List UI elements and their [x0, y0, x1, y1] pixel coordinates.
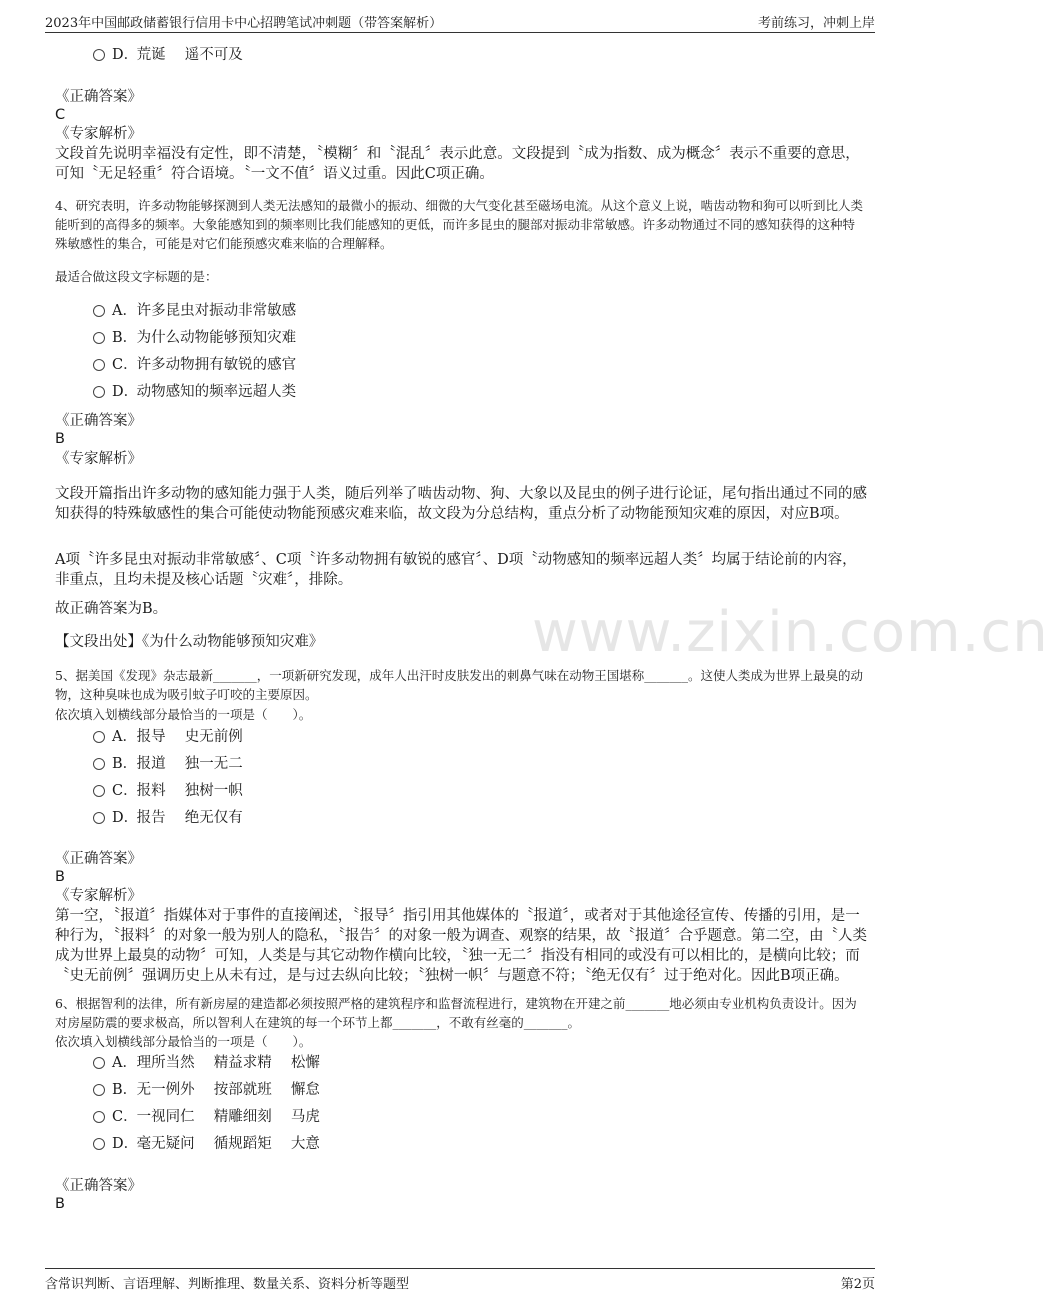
- analysis-text: 文段开篇指出许多动物的感知能力强于人类，随后列举了啮齿动物、狗、大象以及昆虫的例子进行论证，尾句指出通过不同的感知获得的特殊敏感性的集合可能使动物能预感灾难来临，故文段为分总结构，重点分析了动物能预知灾难的原因，对应B项。: [55, 486, 867, 522]
- option-key: C．: [112, 357, 138, 373]
- radio-icon[interactable]: [93, 758, 105, 770]
- option-d[interactable]: [93, 44, 243, 66]
- radio-icon[interactable]: [93, 1057, 105, 1069]
- option-key: B．: [112, 330, 138, 346]
- option-text: 报导 史无前例: [136, 729, 243, 745]
- option-text: 报告 绝无仅有: [136, 810, 243, 826]
- answer-label: 《正确答案》: [55, 413, 142, 429]
- watermark: www.zixin.com.cn: [532, 600, 1049, 665]
- option-text: 许多动物拥有敏锐的感官: [136, 357, 297, 373]
- option-a[interactable]: [93, 1052, 320, 1074]
- option-d[interactable]: [93, 381, 296, 403]
- correct-answer: C: [55, 107, 66, 123]
- radio-icon[interactable]: [93, 305, 105, 317]
- radio-icon[interactable]: [93, 386, 105, 398]
- analysis-label: 《专家解析》: [55, 126, 142, 142]
- option-key: D．: [112, 384, 139, 400]
- option-key: D．: [112, 47, 139, 63]
- radio-icon[interactable]: [93, 1084, 105, 1096]
- radio-icon[interactable]: [93, 359, 105, 371]
- analysis-text: A项〝许多昆虫对振动非常敏感〞、C项〝许多动物拥有敏锐的感官〞、D项〝动物感知的频率远超人类〞均属于结论前的内容，非重点，且均未提及核心话题〝灾难〞，排除。: [55, 552, 857, 588]
- option-d[interactable]: [93, 1133, 320, 1155]
- option-c[interactable]: [93, 780, 243, 802]
- radio-icon[interactable]: [93, 1138, 105, 1150]
- option-c[interactable]: [93, 1106, 320, 1128]
- header-slogan: 考前练习，冲刺上岸: [757, 16, 875, 31]
- radio-icon[interactable]: [93, 332, 105, 344]
- option-b[interactable]: [93, 1079, 320, 1101]
- option-d[interactable]: [93, 807, 243, 829]
- page-header: [45, 10, 875, 33]
- option-text: 无一例外 按部就班 懈怠: [136, 1082, 320, 1098]
- radio-icon[interactable]: [93, 812, 105, 824]
- option-key: C．: [112, 783, 138, 799]
- option-b[interactable]: [93, 753, 243, 775]
- option-text: 报料 独树一帜: [136, 783, 243, 799]
- question-ask: 最适合做这段文字标题的是：: [55, 269, 218, 284]
- option-c[interactable]: [93, 354, 296, 376]
- option-text: 理所当然 精益求精 松懈: [136, 1055, 320, 1071]
- analysis-label: 《专家解析》: [55, 888, 142, 904]
- correct-answer: B: [55, 431, 65, 447]
- option-text: 荒诞 遥不可及: [136, 47, 243, 63]
- document-title: 2023年中国邮政储蓄银行信用卡中心招聘笔试冲刺题（带答案解析）: [45, 16, 443, 31]
- analysis-text: 文段首先说明幸福没有定性，即不清楚，〝模糊〞和〝混乱〞表示此意。文段提到〝成为指数、成为概念〞表示不重要的意思，可知〝无足轻重〞符合语境。〝一文不值〞语义过重。因此C项正确。: [55, 146, 860, 182]
- radio-icon[interactable]: [93, 1111, 105, 1123]
- question-stem: 5、据美国《发现》杂志最新_______，一项新研究发现，成年人出汗时皮肤发出的刺鼻气味在动物王国堪称_______。这使人类成为世界上最臭的动物，这种臭味也成为吸引蚊子叮咬的主要原因。: [55, 668, 863, 702]
- option-a[interactable]: [93, 726, 243, 748]
- page-footer: [45, 1268, 875, 1293]
- option-b[interactable]: [93, 327, 296, 349]
- option-key: A．: [112, 729, 137, 745]
- option-text: 毫无疑问 循规蹈矩 大意: [136, 1136, 320, 1152]
- option-a[interactable]: [93, 300, 296, 322]
- question-ask: 依次填入划横线部分最恰当的一项是（ ）。: [55, 707, 312, 722]
- option-key: D．: [112, 1136, 139, 1152]
- passage-source: 【文段出处】《为什么动物能够预知灾难》: [55, 634, 324, 650]
- option-text: 为什么动物能够预知灾难: [136, 330, 297, 346]
- option-key: B．: [112, 1082, 138, 1098]
- answer-label: 《正确答案》: [55, 851, 142, 867]
- option-text: 一视同仁 精雕细刻 马虎: [136, 1109, 320, 1125]
- question-stem: 6、根据智利的法律，所有新房屋的建造都必须按照严格的建筑程序和监督流程进行，建筑物在开建之前_______地必须由专业机构负责设计。因为对房屋防震的要求极高，所以智利人在建筑的每一个环节上都_______，不敢有丝毫的_______。: [55, 996, 857, 1030]
- page-number: 第2页: [840, 1277, 875, 1292]
- option-text: 许多昆虫对振动非常敏感: [136, 303, 297, 319]
- analysis-label: 《专家解析》: [55, 451, 142, 467]
- option-text: 动物感知的频率远超人类: [136, 384, 297, 400]
- question-ask: 依次填入划横线部分最恰当的一项是（ ）。: [55, 1034, 312, 1049]
- radio-icon[interactable]: [93, 731, 105, 743]
- option-key: C．: [112, 1109, 138, 1125]
- option-key: B．: [112, 756, 138, 772]
- option-key: A．: [112, 303, 137, 319]
- answer-label: 《正确答案》: [55, 89, 142, 105]
- correct-answer: B: [55, 869, 65, 885]
- analysis-conclusion: 故正确答案为B。: [55, 601, 168, 617]
- option-key: A．: [112, 1055, 137, 1071]
- answer-label: 《正确答案》: [55, 1178, 142, 1194]
- correct-answer: B: [55, 1196, 65, 1212]
- option-key: D．: [112, 810, 139, 826]
- radio-icon[interactable]: [93, 785, 105, 797]
- option-text: 报道 独一无二: [136, 756, 243, 772]
- radio-icon[interactable]: [93, 49, 105, 61]
- analysis-text: 第一空，〝报道〞指媒体对于事件的直接阐述，〝报导〞指引用其他媒体的〝报道〞，或者对于其他途径宣传、传播的引用，是一种行为，〝报料〞的对象一般为别人的隐私，〝报告〞的对象一般为调查、观察的结果，故〝报道〞合乎题意。第二空，由〝人类成为世界上最臭的动物〞可知，人类是与其它动物作横向比较，〝独一无二〞指没有相同的或没有可以相比的，是横向比较；而〝史无前例〞强调历史上从未有过，是与过去纵向比较；〝独树一帜〞与题意不符；〝绝无仅有〞过于绝对化。因此B项正确。: [55, 908, 867, 984]
- question-stem: 4、研究表明，许多动物能够探测到人类无法感知的最微小的振动、细微的大气变化甚至磁场电流。从这个意义上说，啮齿动物和狗可以听到比人类能听到的高得多的频率。大象能感知到的频率则比我们能感知的更低，而许多昆虫的腿部对振动非常敏感。许多动物通过不同的感知获得的这种特殊敏感性的集合，可能是对它们能预感灾难来临的合理解释。: [55, 198, 863, 251]
- footer-topics: 含常识判断、言语理解、判断推理、数量关系、资料分析等题型: [45, 1277, 410, 1292]
